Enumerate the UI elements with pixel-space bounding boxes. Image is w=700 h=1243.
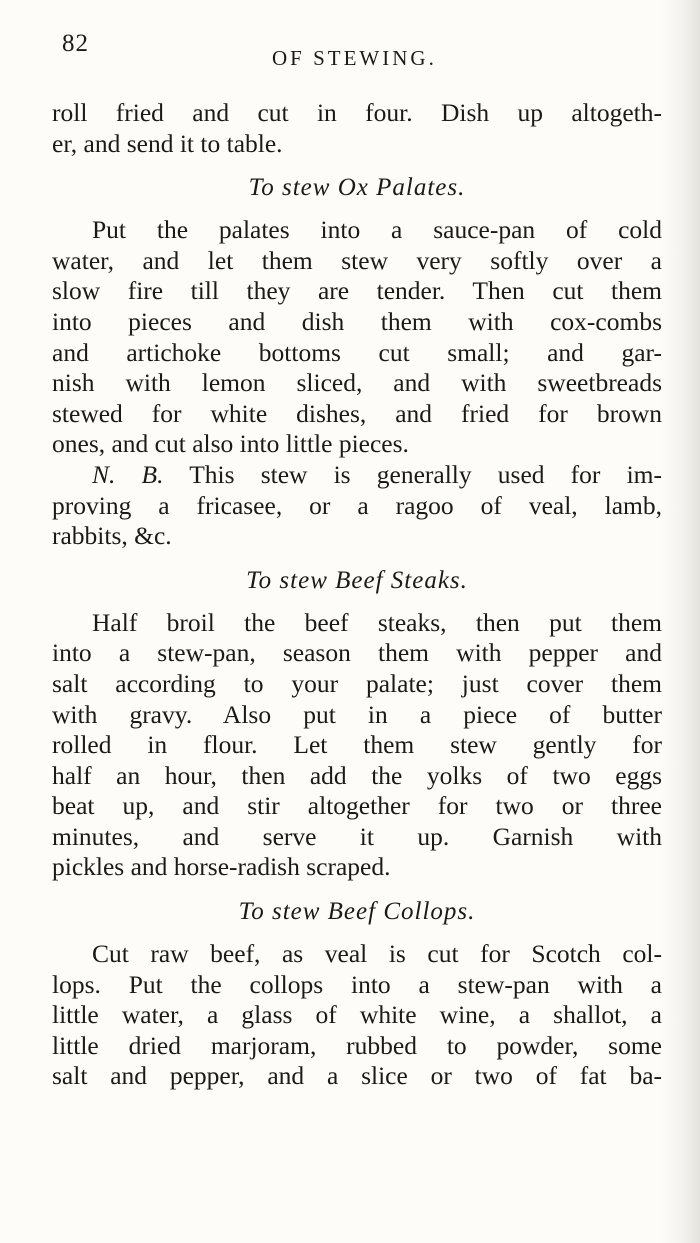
text-line: salt and pepper, and a slice or two of fat ba- <box>52 1061 662 1091</box>
note-label: N. B. <box>92 459 164 489</box>
body-text <box>52 98 662 1092</box>
text-line: Put the palates into a sauce-pan of cold <box>92 215 662 245</box>
page-number: 82 <box>62 30 89 57</box>
text-line: Cut raw beef, as veal is cut for Scotch col- <box>92 939 662 969</box>
text-line: into a stew-pan, season them with pepper and <box>52 638 662 668</box>
text-line: er, and send it to table. <box>52 128 283 158</box>
text-line: ones, and cut also into little pieces. <box>52 429 409 459</box>
running-head: OF STEWING. <box>272 46 437 70</box>
text-line: water, and let them stew very softly over a <box>52 245 662 275</box>
text-line: into pieces and dish them with cox-combs <box>52 306 662 336</box>
text-line: beat up, and stir altogether for two or three <box>52 791 662 821</box>
text-line: half an hour, then add the yolks of two eggs <box>52 760 662 790</box>
text-line: pickles and horse-radish scraped. <box>52 852 391 882</box>
text-line: nish with lemon sliced, and with sweetbreads <box>52 368 662 398</box>
section-heading-beef-steaks: To stew Beef Steaks. <box>246 566 468 594</box>
text-line: slow fire till they are tender. Then cut them <box>52 276 662 306</box>
section-heading-ox-palates: To stew Ox Palates. <box>248 174 466 202</box>
text-line: with gravy. Also put in a piece of butter <box>52 699 662 729</box>
text-line: lops. Put the collops into a stew-pan with a <box>52 969 662 999</box>
section-heading-beef-collops: To stew Beef Collops. <box>238 898 476 926</box>
text-line: roll fried and cut in four. Dish up altogeth- <box>52 98 662 127</box>
text-line: stewed for white dishes, and fried for brown <box>52 398 662 428</box>
text-line: and artichoke bottoms cut small; and gar- <box>52 337 662 367</box>
page-header <box>62 30 642 80</box>
text-line: Half broil the beef steaks, then put them <box>92 607 662 637</box>
text-line: salt according to your palate; just cover them <box>52 668 662 698</box>
text-line: minutes, and serve it up. Garnish with <box>52 821 662 851</box>
text-line: proving a fricasee, or a ragoo of veal, lamb, <box>52 490 662 520</box>
text-line: rolled in flour. Let them stew gently for <box>52 730 662 760</box>
text-line: little dried marjoram, rubbed to powder, some <box>52 1030 662 1060</box>
text-line: little water, a glass of white wine, a shallot, a <box>52 1000 662 1030</box>
text-line: rabbits, &c. <box>52 521 172 551</box>
page-edge-shading <box>662 0 700 1243</box>
note-text: This stew is generally used for im- <box>163 459 662 489</box>
note-line <box>52 460 662 491</box>
